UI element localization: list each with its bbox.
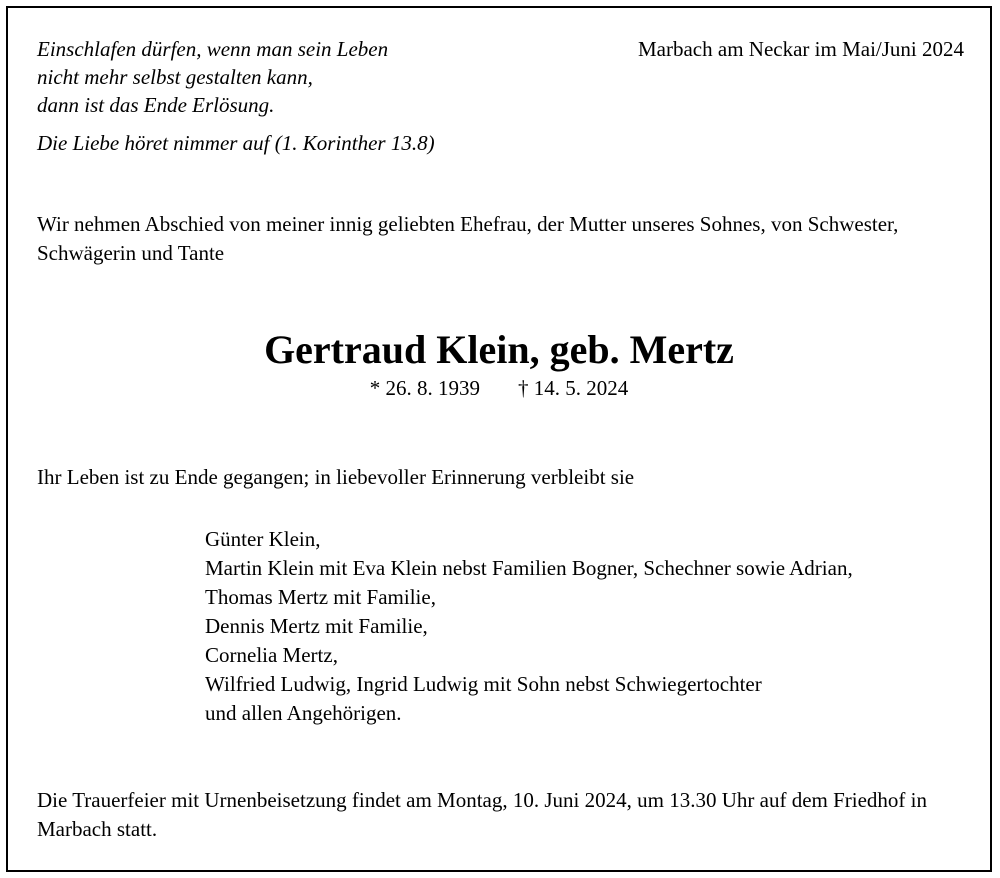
verse-line: Einschlafen dürfen, wenn man sein Leben bbox=[37, 37, 389, 61]
mourner-line: Wilfried Ludwig, Ingrid Ludwig mit Sohn nebst Schwiegertochter bbox=[205, 672, 762, 696]
verse bbox=[37, 35, 388, 119]
remembrance-text: Ihr Leben ist zu Ende gegangen; in liebevoller Erinnerung verbleibt sie bbox=[37, 465, 635, 489]
obituary-notice bbox=[6, 6, 992, 872]
mourner-line: und allen Angehörigen. bbox=[205, 701, 402, 725]
mourner-line: Cornelia Mertz, bbox=[205, 643, 338, 667]
bible-quote: Die Liebe höret nimmer auf (1. Korinther 13.8) bbox=[37, 131, 435, 155]
deceased-name: Gertraud Klein, geb. Mertz bbox=[264, 327, 734, 372]
mourners-list bbox=[205, 525, 853, 728]
verse-line: dann ist das Ende Erlösung. bbox=[37, 93, 275, 117]
mourner-line: Thomas Mertz mit Familie, bbox=[205, 585, 436, 609]
mourner-line: Günter Klein, bbox=[205, 527, 321, 551]
verse-line: nicht mehr selbst gestalten kann, bbox=[37, 65, 313, 89]
death-date: † 14. 5. 2024 bbox=[518, 376, 629, 400]
funeral-details: Die Trauerfeier mit Urnenbeisetzung findet am Montag, 10. Juni 2024, um 13.30 Uhr auf dem Friedhof in Marbach statt. bbox=[37, 788, 927, 841]
mourner-line: Dennis Mertz mit Familie, bbox=[205, 614, 428, 638]
birth-date: * 26. 8. 1939 bbox=[369, 376, 480, 400]
life-dates bbox=[8, 374, 990, 402]
intro-text: Wir nehmen Abschied von meiner innig geliebten Ehefrau, der Mutter unseres Sohnes, von Schwester, Schwägerin und Tante bbox=[37, 212, 899, 265]
mourner-line: Martin Klein mit Eva Klein nebst Familien Bogner, Schechner sowie Adrian, bbox=[205, 556, 853, 580]
place-and-date: Marbach am Neckar im Mai/Juni 2024 bbox=[638, 37, 964, 61]
